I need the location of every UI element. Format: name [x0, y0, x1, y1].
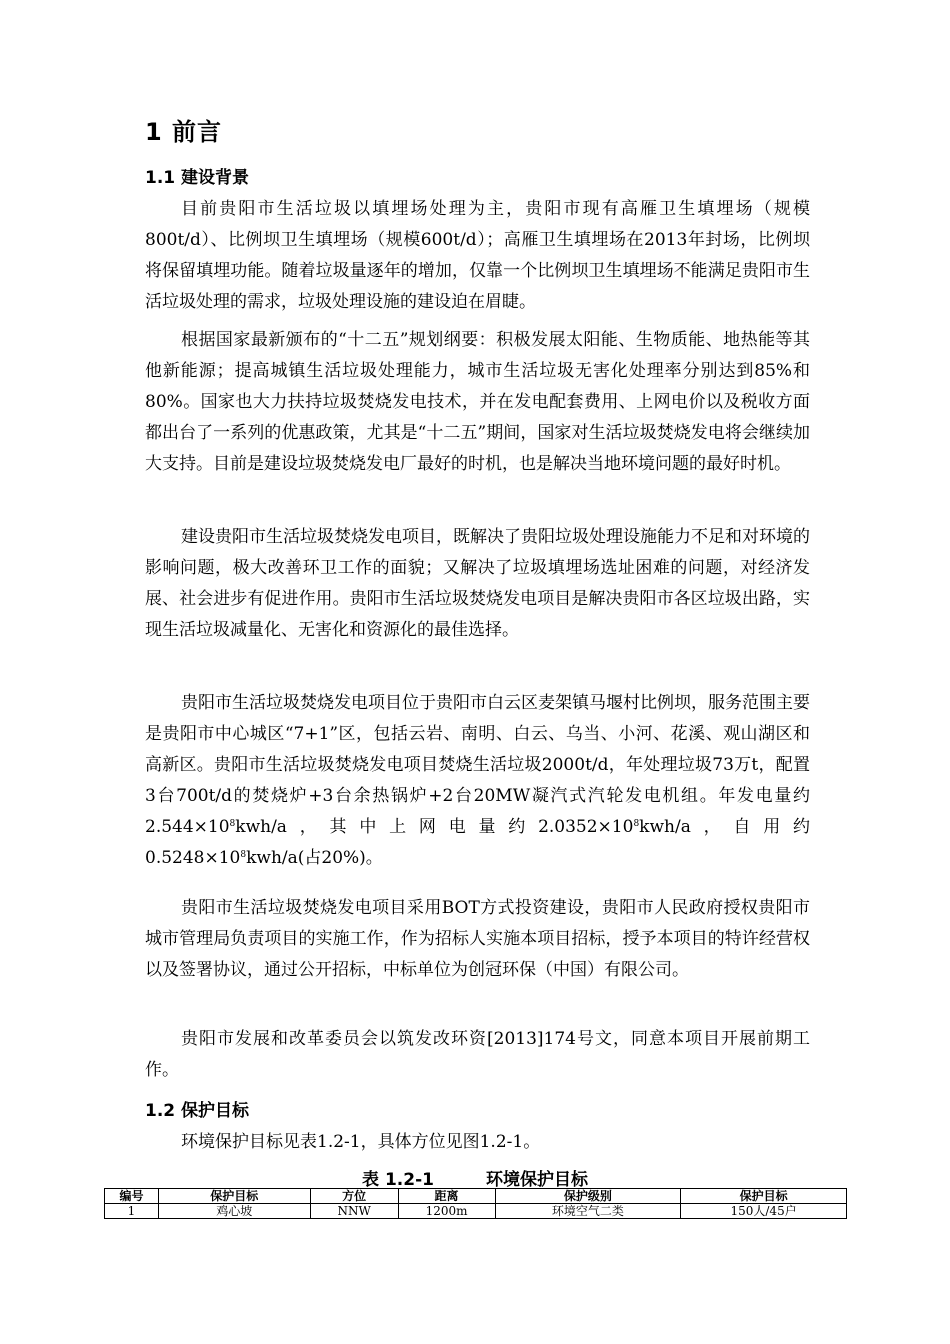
paragraph-3: 建设贵阳市生活垃圾焚烧发电项目，既解决了贵阳垃圾处理设施能力不足和对环境的影响问题，极大改善环卫工作的面貌；又解决了垃圾填埋场选址困难的问题，对经济发展、社会进步有促进作用。贵阳市生活垃圾焚烧发电项目是解决贵阳市各区垃圾出路，实现生活垃圾减量化、无害化和资源化的最佳选择。	[145, 527, 810, 640]
table-cell: 环境空气二类	[495, 1204, 681, 1219]
paragraph-4-text-d: kwh/a(占20%)。	[246, 848, 383, 868]
table-cell: 150人/45户	[681, 1204, 847, 1219]
protection-targets-table	[104, 1188, 847, 1219]
paragraph-4-text-c: kwh/a，自用约0.5248×10	[145, 817, 810, 868]
table-cell: 鸡心坡	[158, 1204, 310, 1219]
section-heading-1-2: 1.2 保护目标	[145, 1101, 250, 1121]
column-header: 方位	[310, 1189, 398, 1204]
table-header-row	[105, 1189, 847, 1204]
paragraph-7: 环境保护目标见表1.2-1，具体方位见图1.2-1。	[181, 1132, 541, 1152]
paragraph-6: 贵阳市发展和改革委员会以筑发改环资[2013]174号文，同意本项目开展前期工作。	[145, 1029, 810, 1080]
table-row	[105, 1204, 847, 1219]
paragraph-5: 贵阳市生活垃圾焚烧发电项目采用BOT方式投资建设，贵阳市人民政府授权贵阳市城市管理局负责项目的实施工作，作为招标人实施本项目招标，授予本项目的特许经营权以及签署协议，通过公开招标，中标单位为创冠环保（中国）有限公司。	[145, 898, 810, 980]
chapter-heading: 1 前言	[145, 118, 223, 146]
table-cell: 1	[105, 1204, 159, 1219]
superscript-exponent: 8	[240, 850, 247, 860]
superscript-exponent: 8	[633, 819, 640, 829]
paragraph-1: 目前贵阳市生活垃圾以填埋场处理为主，贵阳市现有高雁卫生填埋场（规模800t/d）、比例坝卫生填埋场（规模600t/d）；高雁卫生填埋场在2013年封场，比例坝将保留填埋功能。随着垃圾量逐年的增加，仅靠一个比例坝卫生填埋场不能满足贵阳市生活垃圾处理的需求，垃圾处理设施的建设迫在眉睫。	[145, 199, 810, 312]
section-heading-1-1: 1.1 建设背景	[145, 168, 250, 188]
table-number: 表 1.2-1	[362, 1170, 434, 1190]
superscript-exponent: 8	[229, 819, 236, 829]
paragraph-4	[145, 688, 810, 874]
table-cell: 1200m	[398, 1204, 495, 1219]
column-header: 距离	[398, 1189, 495, 1204]
table-title: 环境保护目标	[485, 1170, 588, 1190]
paragraph-4-text-a: 贵阳市生活垃圾焚烧发电项目位于贵阳市白云区麦架镇马堰村比例坝，服务范围主要是贵阳市中心城区“7+1”区，包括云岩、南明、白云、乌当、小河、花溪、观山湖区和高新区。贵阳市生活垃圾焚烧发电项目焚烧生活垃圾2000t/d，年处理垃圾73万t，配置3台700t/d的焚烧炉+3台余热锅炉+2台20MW凝汽式汽轮发电机组。年发电量约2.544×10	[145, 693, 810, 837]
paragraph-4-text-b: kwh/a，其中上网电量约2.0352×10	[235, 817, 634, 837]
table-caption	[0, 1165, 950, 1190]
column-header: 保护级别	[495, 1189, 681, 1204]
table-cell: NNW	[310, 1204, 398, 1219]
column-header: 保护目标	[158, 1189, 310, 1204]
column-header: 保护目标	[681, 1189, 847, 1204]
paragraph-2: 根据国家最新颁布的“十二五”规划纲要：积极发展太阳能、生物质能、地热能等其他新能源；提高城镇生活垃圾处理能力，城市生活垃圾无害化处理率分别达到85%和80%。国家也大力扶持垃圾焚烧发电技术，并在发电配套费用、上网电价以及税收方面都出台了一系列的优惠政策，尤其是“十二五”期间，国家对生活垃圾焚烧发电将会继续加大支持。目前是建设垃圾焚烧发电厂最好的时机，也是解决当地环境问题的最好时机。	[145, 330, 810, 474]
column-header: 编号	[105, 1189, 159, 1204]
